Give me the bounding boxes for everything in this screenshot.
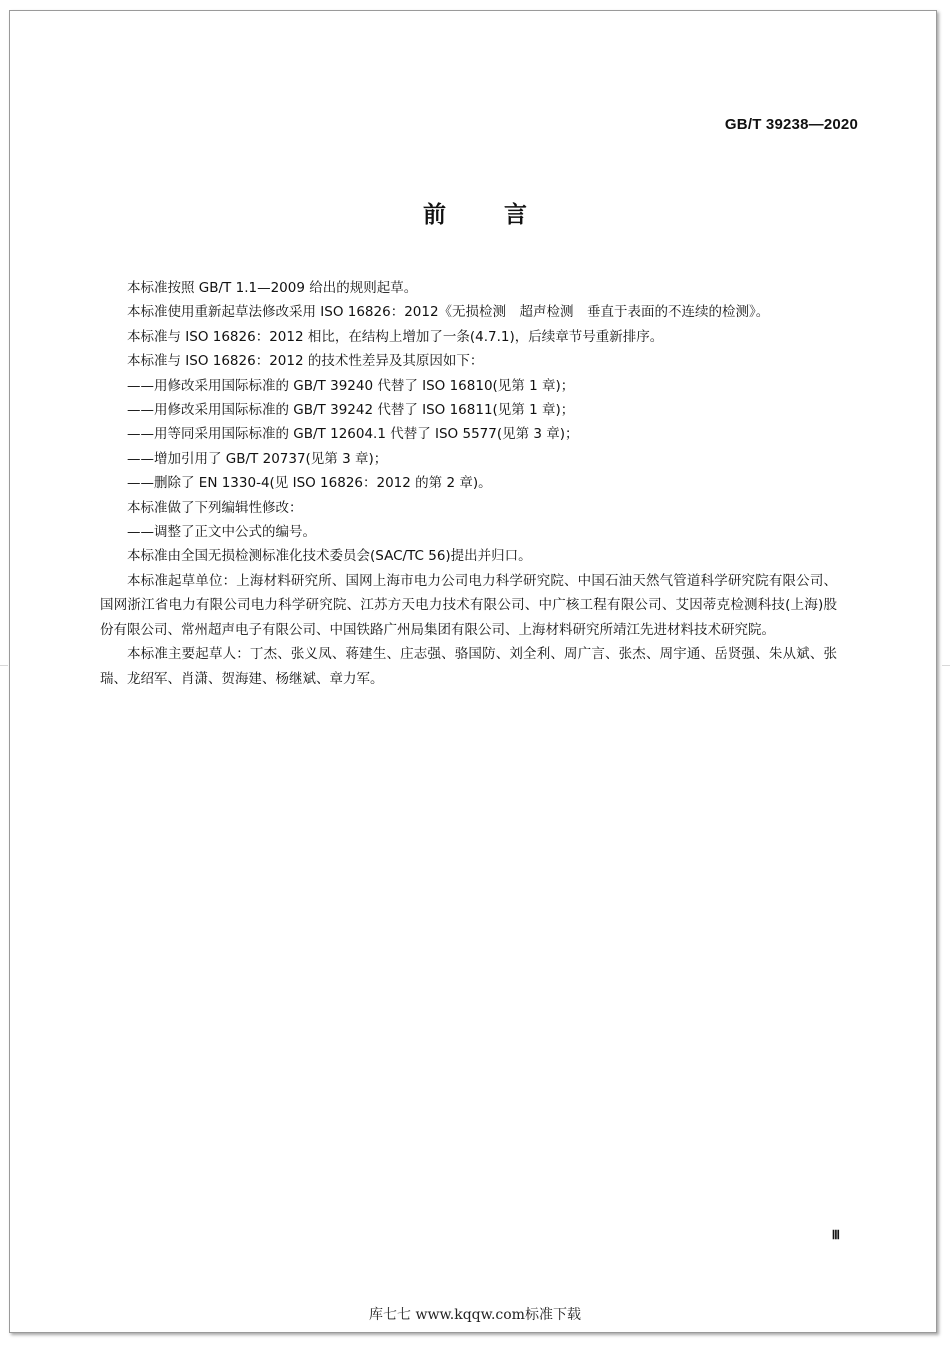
footer-watermark: 库七七 www.kqqw.com标准下载 (369, 1307, 581, 1323)
crop-mark (942, 665, 950, 666)
list-item: ——删除了 EN 1330-4(见 ISO 16826：2012 的第 2 章)。 (127, 475, 492, 492)
paragraph: 本标准由全国无损检测标准化技术委员会(SAC/TC 56)提出并归口。 (127, 548, 532, 565)
page-number: Ⅲ (831, 1228, 840, 1242)
paragraph: 本标准与 ISO 16826：2012 的技术性差异及其原因如下： (127, 353, 484, 370)
paragraph: 本标准主要起草人：丁杰、张义凤、蒋建生、庄志强、骆国防、刘全利、周广言、张杰、周宇通、岳贤强、朱从斌、张瑞、龙绍军、肖潇、贺海建、杨继斌、章力军。 (100, 646, 837, 687)
paragraph: 本标准使用重新起草法修改采用 ISO 16826：2012《无损检测 超声检测 垂直于表面的不连续的检测》。 (127, 304, 770, 321)
list-item: ——用修改采用国际标准的 GB/T 39240 代替了 ISO 16810(见第 1 章)； (127, 377, 575, 394)
list-item: ——调整了正文中公式的编号。 (127, 524, 316, 541)
page-title: 前言 (423, 202, 585, 228)
standard-code: GB/T 39238—2020 (724, 116, 858, 133)
crop-mark (0, 665, 8, 666)
paragraph: 本标准起草单位：上海材料研究所、国网上海市电力公司电力科学研究院、中国石油天然气管道科学研究院有限公司、国网浙江省电力有限公司电力科学研究院、江苏方天电力技术有限公司、中广核工程有限公司、艾因蒂克检测科技(上海)股份有限公司、常州超声电子有限公司、中国铁路广州局集团有限公司、上海材料研究所靖江先进材料技术研究院。 (100, 572, 837, 638)
paragraph: 本标准与 ISO 16826：2012 相比，在结构上增加了一条(4.7.1)，后续章节号重新排序。 (127, 328, 664, 345)
list-item: ——用修改采用国际标准的 GB/T 39242 代替了 ISO 16811(见第 1 章)； (127, 402, 575, 419)
list-item: ——用等同采用国际标准的 GB/T 12604.1 代替了 ISO 5577(见第 3 章)； (127, 426, 579, 443)
paragraph: 本标准做了下列编辑性修改： (127, 499, 303, 516)
paragraph: 本标准按照 GB/T 1.1—2009 给出的规则起草。 (127, 280, 418, 296)
preface-body (100, 276, 837, 691)
list-item: ——增加引用了 GB/T 20737(见第 3 章)； (127, 450, 388, 467)
